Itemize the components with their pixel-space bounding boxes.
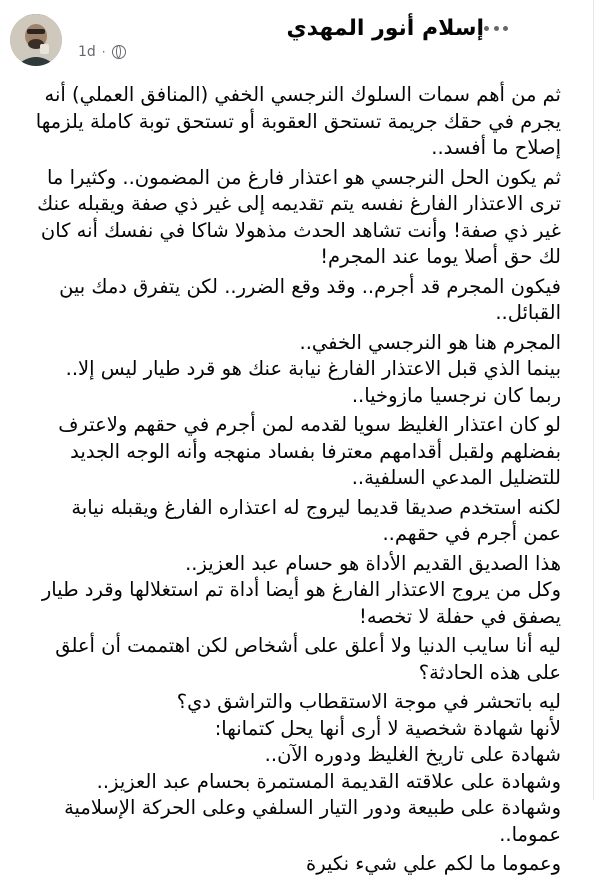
- avatar[interactable]: [10, 14, 62, 66]
- post-body: [31, 82, 561, 878]
- post-paragraph: فيكون المجرم قد أجرم.. وقد وقع الضرر.. لكن يتفرق دمك بين القبائل..: [59, 274, 561, 324]
- globe-icon: [112, 45, 126, 59]
- post-meta: [78, 44, 126, 60]
- post-paragraph: لأنها شهادة شخصية لا أرى أنها يحل كتمانها:: [214, 716, 561, 740]
- post-paragraph: وكل من يروج الاعتذار الفارغ هو أيضا أداة تم استغلالها وقرد طيار يصفق في حفلة لا تخصه!: [41, 578, 561, 628]
- post-paragraph: ثم من أهم سمات السلوك النرجسي الخفي (المنافق العملي) أنه يجرم في حقك جريمة تستحق العقوبة أو تستحق توبة كاملة يلزمها إصلاح ما أفسد..: [35, 83, 561, 159]
- post-paragraph: وشهادة على علاقته القديمة المستمرة بحسام عبد العزيز..: [96, 769, 561, 793]
- author-name[interactable]: إسلام أنور المهدي: [286, 16, 484, 41]
- more-dot-icon: [484, 26, 489, 31]
- post-paragraph: شهادة على تاريخ الغليظ ودوره الآن..: [264, 743, 561, 766]
- post-paragraph: المجرم هنا هو النرجسي الخفي..: [299, 330, 561, 354]
- meta-separator: ·: [101, 45, 106, 59]
- post-paragraph: هذا الصديق القديم الأداة هو حسام عبد العزيز..: [185, 551, 561, 575]
- post-paragraph: وعموما ما لكم علي شيء نكيرة: [305, 852, 561, 875]
- post-time[interactable]: 1d: [78, 44, 96, 60]
- more-dot-icon: [494, 26, 499, 31]
- post-paragraph: لو كان اعتذار الغليظ سويا لقدمه لمن أجرم في حقهم ولاعترف بفضلهم ولقبل أقدامهم معترفا بفساد منهجه وأنه الوجه الجديد للتضليل المدعي السلفية..: [58, 413, 561, 489]
- more-dot-icon: [503, 26, 508, 31]
- post-paragraph: ليه باتحشر في موجة الاستقطاب والتراشق دي؟: [176, 690, 561, 713]
- post-paragraph: بينما الذي قبل الاعتذار الفارغ نيابة عنك هو قرد طيار ليس إلا.. ربما كان نرجسيا مازوخيا..: [65, 357, 561, 407]
- post-paragraph: وشهادة على طبيعة ودور التيار السلفي وعلى الحركة الإسلامية عموما..: [64, 796, 561, 846]
- post-header: [0, 0, 594, 72]
- more-options-button[interactable]: [484, 20, 508, 36]
- post-paragraph: لكنه استخدم صديقا قديما ليروج له اعتذاره الفارغ ويقبله نيابة عمن أجرم في حقهم..: [71, 495, 561, 545]
- avatar-photo: [10, 14, 62, 66]
- post-paragraph: ثم يكون الحل النرجسي هو اعتذار فارغ من المضمون.. وكثيرا ما ترى الاعتذار الفارغ نفسه يتم تقديمه إلى غير ذي صفة ويقبله عنك غير ذي صفة! وأنت تشاهد الحدث مذهولا شاكا في نفسك أنه كان لك حق أصلا يوما عند المجرم!: [37, 165, 561, 268]
- post-paragraph: ليه أنا سايب الدنيا ولا أعلق على أشخاص لكن اهتممت أن أعلق على هذه الحادثة؟: [55, 634, 561, 684]
